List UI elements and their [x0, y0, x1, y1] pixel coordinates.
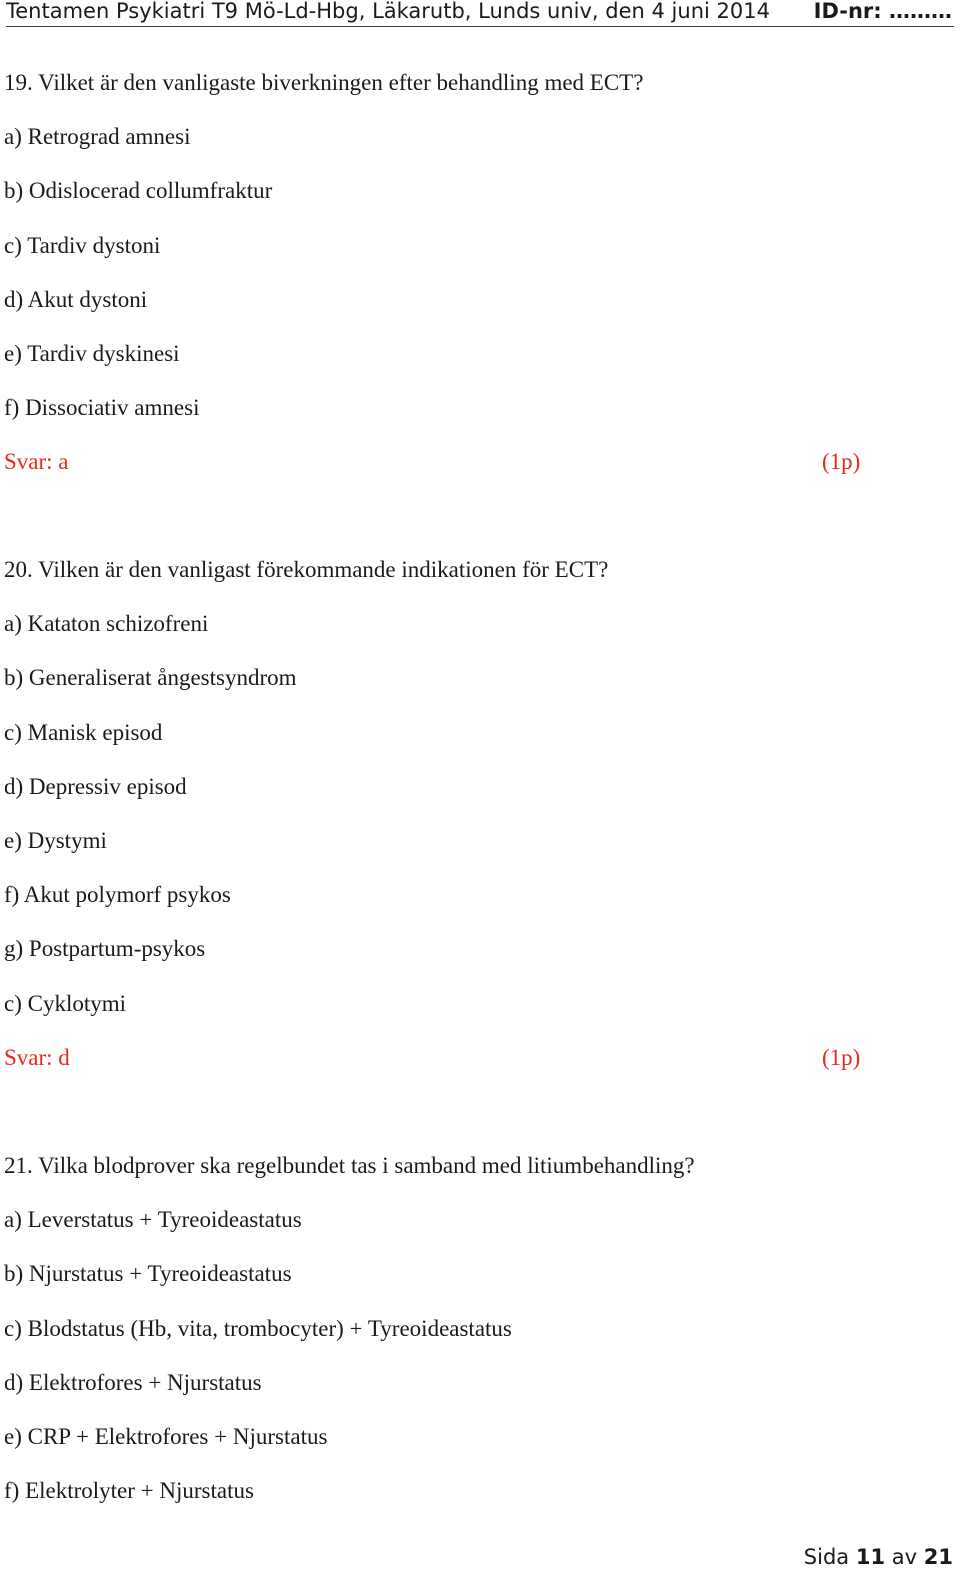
header-rule	[6, 26, 954, 27]
option-item: e) Dystymi	[4, 827, 107, 853]
question-19	[4, 70, 884, 504]
option-item: a) Retrograd amnesi	[4, 124, 191, 150]
option-item: b) Njurstatus + Tyreoideastatus	[4, 1261, 292, 1287]
question-title: 20. Vilken är den vanligast förekommande indikationen för ECT?	[4, 557, 609, 582]
option-item: f) Akut polymorf psykos	[4, 882, 231, 908]
page-header	[6, 0, 954, 30]
option-item: c) Manisk episod	[4, 719, 163, 745]
option-item: e) CRP + Elektrofores + Njurstatus	[4, 1423, 328, 1449]
option-item: e) Tardiv dyskinesi	[4, 340, 180, 366]
answer-text: Svar: d	[4, 1044, 70, 1070]
option-item: d) Elektrofores + Njurstatus	[4, 1369, 262, 1395]
option-item: b) Generaliserat ångestsyndrom	[4, 665, 297, 691]
option-item: c) Cyklotymi	[4, 990, 127, 1016]
points-label: (1p)	[822, 1044, 861, 1070]
page-prefix: Sida	[803, 1545, 850, 1569]
exam-title: Tentamen Psykiatri T9 Mö-Ld-Hbg, Läkarutb, Lunds univ, den 4 juni 2014	[6, 0, 770, 23]
page-number: 11	[855, 1545, 886, 1569]
option-item: f) Dissociativ amnesi	[4, 395, 200, 421]
page-total: 21	[923, 1545, 953, 1569]
option-item: f) Elektrolyter + Njurstatus	[4, 1478, 254, 1504]
option-item: d) Depressiv episod	[4, 773, 187, 799]
question-21	[4, 1153, 884, 1532]
answer-row	[4, 1045, 884, 1071]
answer-row	[4, 449, 884, 475]
option-item: d) Akut dystoni	[4, 286, 148, 312]
question-title: 21. Vilka blodprover ska regelbundet tas i samband med litiumbehandling?	[4, 1153, 695, 1178]
page-separator: av	[891, 1545, 918, 1569]
points-label: (1p)	[822, 449, 861, 475]
answer-text: Svar: a	[4, 449, 69, 475]
page-footer	[804, 1544, 953, 1570]
id-number-field: ID-nr: ………	[813, 0, 952, 23]
option-item: a) Kataton schizofreni	[4, 611, 209, 637]
option-item: g) Postpartum-psykos	[4, 936, 206, 962]
option-item: a) Leverstatus + Tyreoideastatus	[4, 1207, 302, 1233]
option-item: c) Tardiv dystoni	[4, 232, 161, 258]
option-item: b) Odislocerad collumfraktur	[4, 178, 273, 204]
question-title: 19. Vilket är den vanligaste biverkningen efter behandling med ECT?	[4, 70, 644, 95]
option-item: c) Blodstatus (Hb, vita, trombocyter) + Tyreoideastatus	[4, 1315, 512, 1341]
question-20	[4, 557, 884, 1099]
